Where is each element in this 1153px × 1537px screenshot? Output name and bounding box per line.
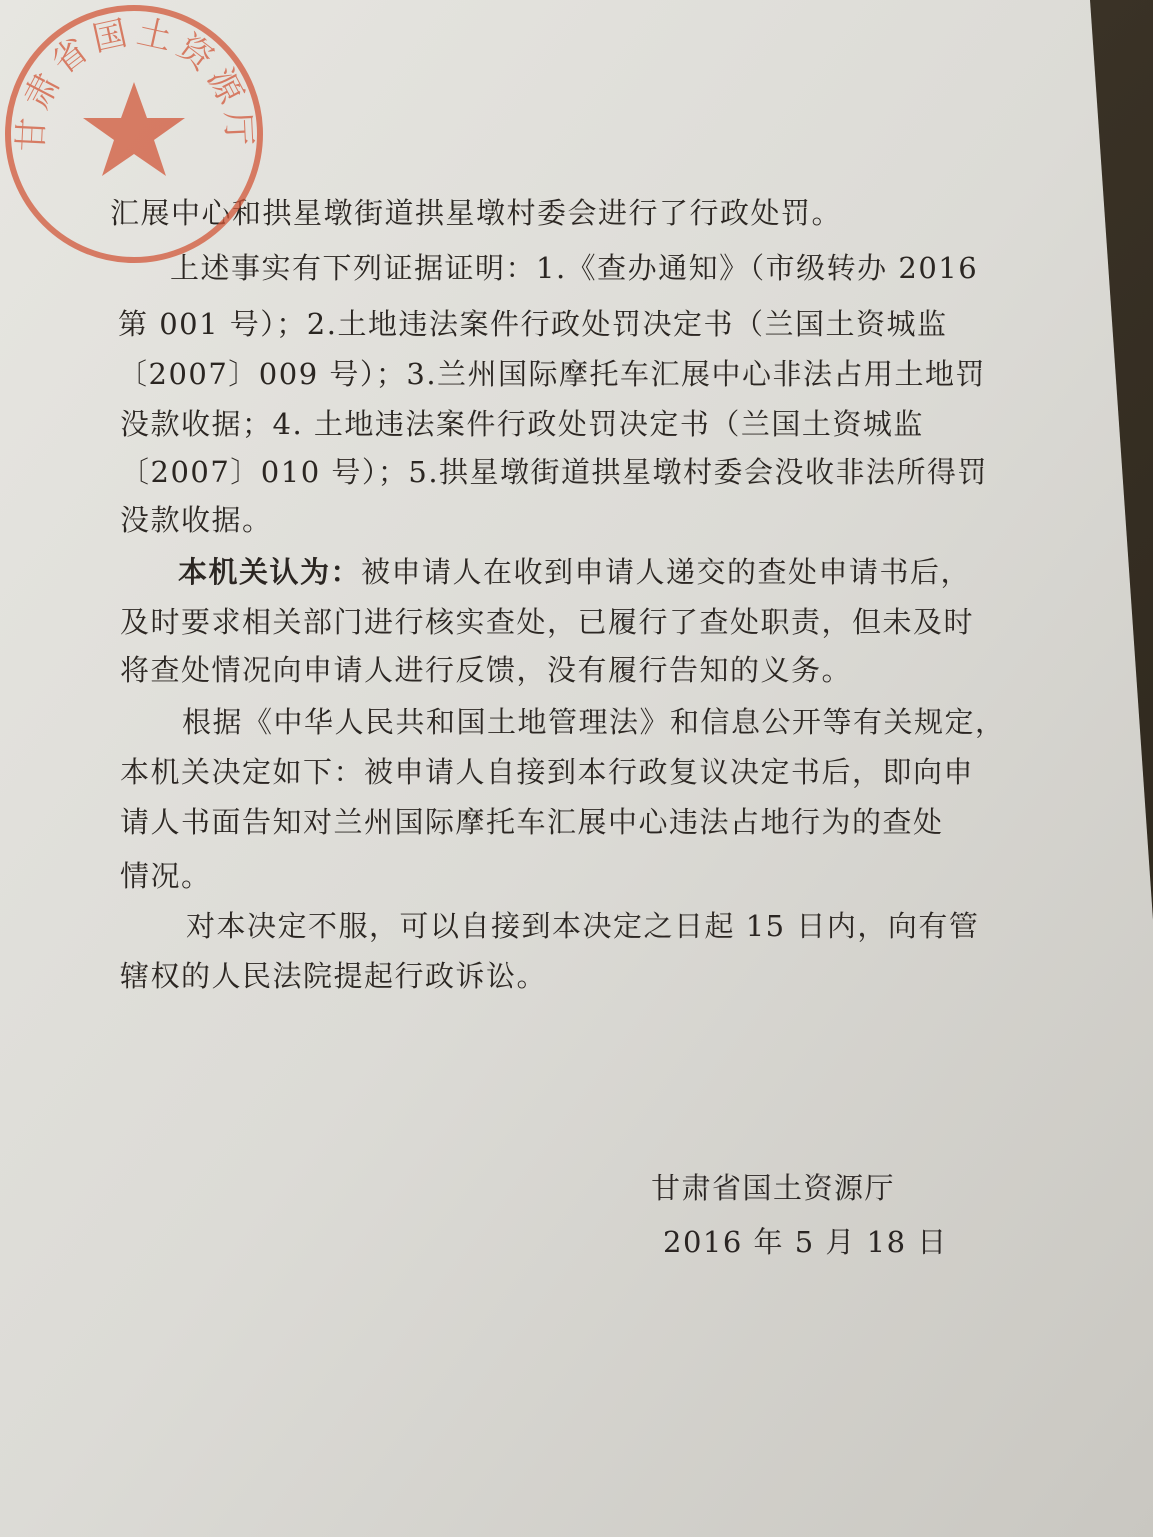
text-line: [178, 552, 971, 592]
official-seal: [0, 0, 268, 268]
text-line: 请人书面告知对兰州国际摩托车汇展中心违法占地行为的查处: [120, 805, 944, 839]
issuing-organization: 甘肃省国土资源厅: [651, 1171, 896, 1205]
text-line: 〔2007〕010 号）；5.拱星墩街道拱星墩村委会没收非法所得罚: [120, 455, 989, 489]
text-line: 辖权的人民法院提起行政诉讼。: [120, 959, 548, 993]
text-line: 本机关决定如下：被申请人自接到本行政复议决定书后，即向申: [120, 755, 975, 789]
svg-text:甘肃省国土资源厅: 甘肃省国土资源厅: [11, 12, 259, 153]
text-line: 情况。: [120, 859, 212, 893]
text-line: 根据《中华人民共和国土地管理法》和信息公开等有关规定，: [182, 705, 1006, 739]
text-line: 没款收据；4. 土地违法案件行政处罚决定书（兰国土资城监: [120, 407, 924, 441]
text-line: 第 001 号）；2.土地违法案件行政处罚决定书（兰国土资城监: [118, 307, 948, 341]
text-line: 对本决定不服，可以自接到本决定之日起 15 日内，向有管: [186, 909, 980, 943]
finding-lead: 本机关认为：: [178, 555, 362, 589]
finding-text: 被申请人在收到申请人递交的查处申请书后，: [361, 555, 972, 589]
text-line: 将查处情况向申请人进行反馈，没有履行告知的义务。: [120, 653, 853, 687]
text-line: 〔2007〕009 号）；3.兰州国际摩托车汇展中心非法占用土地罚: [118, 357, 987, 391]
issue-date: 2016 年 5 月 18 日: [663, 1225, 948, 1259]
text-line: 及时要求相关部门进行核实查处，已履行了查处职责，但未及时: [120, 605, 975, 639]
text-line: 汇展中心和拱星墩街道拱星墩村委会进行了行政处罚。: [110, 196, 843, 230]
text-line: 没款收据。: [120, 503, 273, 537]
text-line: 上述事实有下列证据证明：1.《查办通知》（市级转办 2016: [170, 251, 979, 285]
